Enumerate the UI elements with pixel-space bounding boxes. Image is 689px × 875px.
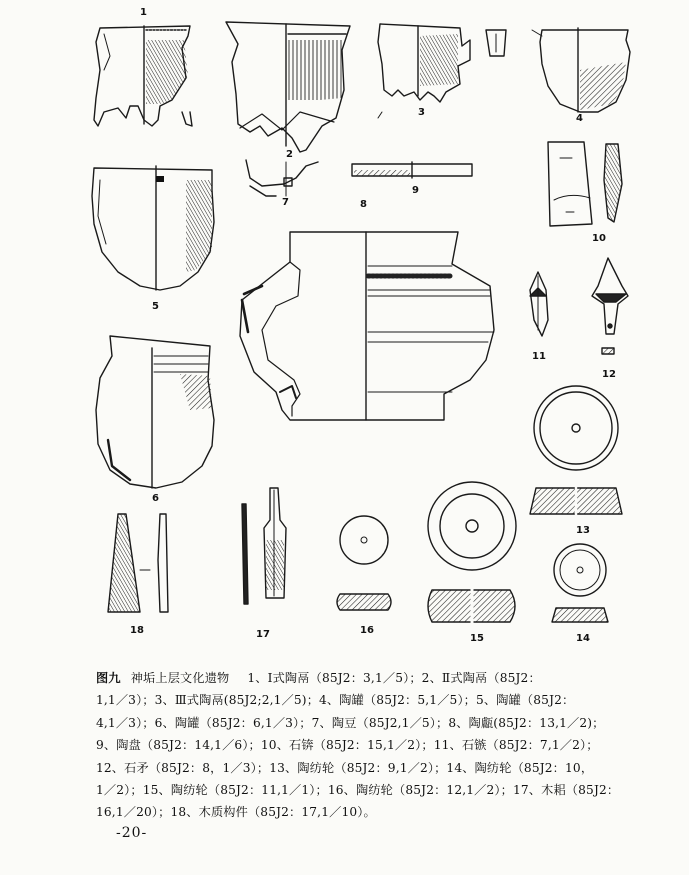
artifact-1-li-tripod: [94, 26, 192, 126]
caption-line-6: 1／2）；15、陶纺轮（85J2：11,1／1）；16、陶纺轮（85J2：12,1／2）；17、木耜（85J2：: [96, 783, 620, 798]
label-11: 11: [532, 351, 546, 362]
artifact-7-dou: [246, 160, 318, 196]
caption-text-1: 1、Ⅰ式陶鬲（85J2：3,1／5）；2、Ⅱ式陶鬲（85J2：: [247, 671, 541, 685]
artifact-13-spindle-whorl: [530, 386, 622, 516]
label-12: 12: [602, 369, 616, 380]
label-6: 6: [152, 493, 159, 504]
label-5: 5: [152, 301, 159, 312]
artifact-17-spade: [242, 488, 286, 604]
artifact-18-wooden-component: [108, 514, 168, 612]
artifact-16-spindle-whorl: [337, 516, 391, 610]
artifact-2-li-tripod: [226, 22, 350, 152]
label-2: 2: [286, 149, 293, 160]
artifact-8-vessel: [240, 232, 494, 420]
caption-line-2: 1,1／3）；3、Ⅲ式陶鬲(85J2;2,1／5)；4、陶罐（85J2：5,1／5）；5、陶罐（85J2：: [96, 693, 575, 708]
caption-line-4: 9、陶盘（85J2：14,1／6）；10、石锛（85J2：15,1／2）；11、石镞（85J2：7,1／2）；: [96, 738, 599, 753]
label-18: 18: [130, 625, 144, 636]
artifact-15-spindle-whorl: [428, 482, 516, 624]
label-8: 8: [360, 199, 367, 210]
label-4: 4: [576, 113, 583, 124]
artifact-6-jar: [96, 336, 214, 488]
artifact-10-adze: [548, 142, 622, 226]
label-9: 9: [412, 185, 419, 196]
label-1: 1: [140, 7, 147, 18]
label-16: 16: [360, 625, 374, 636]
label-14: 14: [576, 633, 590, 644]
artifact-11-arrowhead: [530, 272, 548, 336]
caption-line-1: [96, 667, 596, 689]
artifact-9-plate: [352, 162, 472, 178]
artifact-14-spindle-whorl: [552, 544, 608, 622]
page-number: -20-: [116, 825, 148, 841]
artifact-12-spearhead: [592, 258, 628, 354]
artifact-4-jar: [532, 28, 630, 112]
figure-title: 神垢上层文化遗物: [130, 671, 230, 685]
label-13: 13: [576, 525, 590, 536]
caption-line-5: 12、石矛（85J2：8，1／3）；13、陶纺轮（85J2：9,1／2）；14、陶纺轮（85J2：10，: [96, 760, 594, 775]
artifact-3-li: [378, 24, 506, 118]
label-10: 10: [592, 233, 606, 244]
label-3: 3: [418, 107, 425, 118]
figure-number: 图九: [96, 671, 121, 685]
label-7: 7: [282, 197, 289, 208]
caption-line-3: 4,1／3）；6、陶罐（85J2：6,1／3）；7、陶豆（85J2,1／5）；8、陶甗(85J2：13,1／2)；: [96, 715, 605, 730]
figure-caption: [96, 667, 620, 824]
label-17: 17: [256, 629, 270, 640]
artifact-5-jar: [92, 166, 214, 290]
label-15: 15: [470, 633, 484, 644]
caption-line-7: 16,1／20）；18、木质构件（85J2：17,1／10）。: [96, 805, 376, 820]
